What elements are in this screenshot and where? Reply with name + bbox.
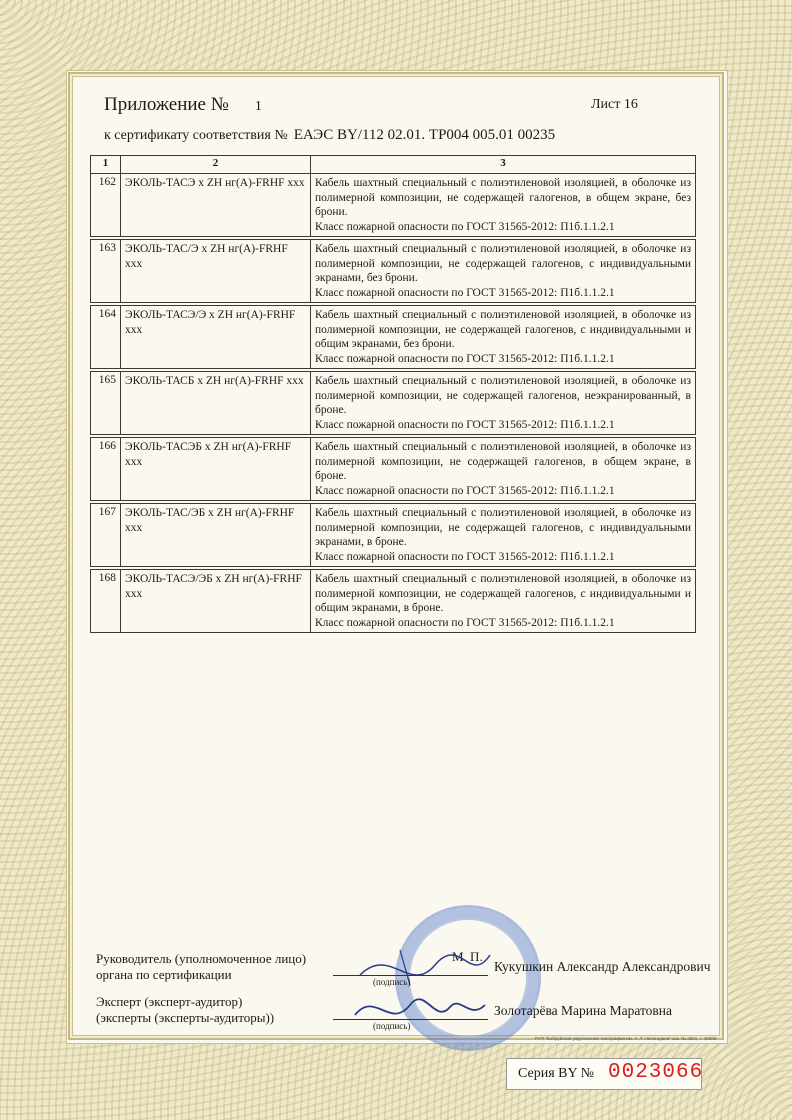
expert-role-line-2: (эксперты (эксперты-аудиторы)): [96, 1010, 275, 1025]
product-description: Кабель шахтный специальный с полиэтиленовой изоляцией, в оболочке из полимерной композиции, не содержащей галогенов, с индивидуальными и общим экранами, без брони.: [315, 309, 691, 350]
table-row: [91, 174, 696, 237]
table-row: [91, 306, 696, 369]
row-number: 164: [91, 306, 121, 369]
product-name: ЭКОЛЬ-ТАСЭ/ЭБ х ZH нг(А)-FRHF ххх: [121, 570, 311, 633]
series-label: Серия BY №: [518, 1066, 594, 1081]
fire-class: Класс пожарной опасности по ГОСТ 31565-2012: П1б.1.1.2.1: [315, 550, 615, 563]
expert-role-line-1: Эксперт (эксперт-аудитор): [96, 994, 243, 1009]
product-description: Кабель шахтный специальный с полиэтиленовой изоляцией, в оболочке из полимерной композиции, не содержащей галогенов, с индивидуальными и общим экранами, в броне.: [315, 573, 691, 614]
product-description: Кабель шахтный специальный с полиэтиленовой изоляцией, в оболочке из полимерной композиции, не содержащей галогенов, в общем экране, без брони.: [315, 177, 691, 218]
signature-scribbles: [340, 935, 520, 1035]
fire-class: Класс пожарной опасности по ГОСТ 31565-2012: П1б.1.1.2.1: [315, 484, 615, 497]
table-row: [91, 504, 696, 567]
product-description-cell: [311, 174, 696, 237]
head-role: [96, 951, 306, 983]
product-description-cell: [311, 306, 696, 369]
product-name: ЭКОЛЬ-ТАСЭБ х ZH нг(А)-FRHF ххх: [121, 438, 311, 501]
fire-class: Класс пожарной опасности по ГОСТ 31565-2012: П1б.1.1.2.1: [315, 418, 615, 431]
fire-class: Класс пожарной опасности по ГОСТ 31565-2012: П1б.1.1.2.1: [315, 616, 615, 629]
certificate-number: ЕАЭС BY/112 02.01. ТР004 005.01 00235: [293, 127, 556, 143]
certificate-prefix: к сертификату соответствия №: [104, 128, 288, 143]
product-name: ЭКОЛЬ-ТАС/Э х ZH нг(А)-FRHF ххх: [121, 240, 311, 303]
table-body: [91, 174, 696, 633]
product-description: Кабель шахтный специальный с полиэтиленовой изоляцией, в оболочке из полимерной композиции, не содержащей галогенов, с индивидуальными экранами, в броне.: [315, 507, 691, 548]
table-row: [91, 570, 696, 633]
fire-class: Класс пожарной опасности по ГОСТ 31565-2012: П1б.1.1.2.1: [315, 220, 615, 233]
product-name: ЭКОЛЬ-ТАС/ЭБ х ZH нг(А)-FRHF ххх: [121, 504, 311, 567]
column-header-1: 1: [91, 156, 121, 174]
product-description-cell: [311, 570, 696, 633]
head-role-line-2: органа по сертификации: [96, 967, 232, 982]
head-signature-line: [333, 975, 488, 976]
table-row: [91, 240, 696, 303]
product-table: [90, 155, 696, 633]
expert-signature-line: [333, 1019, 488, 1020]
series-number: 0023066: [608, 1061, 704, 1084]
table-header-row: [91, 156, 696, 174]
row-number: 167: [91, 504, 121, 567]
fire-class: Класс пожарной опасности по ГОСТ 31565-2012: П1б.1.1.2.1: [315, 286, 615, 299]
row-number: 168: [91, 570, 121, 633]
product-description-cell: [311, 504, 696, 567]
table-row: [91, 372, 696, 435]
sheet-number: Лист 16: [591, 97, 638, 112]
appendix-title-text: Приложение №: [104, 94, 229, 115]
head-signature-caption: (подпись): [373, 977, 411, 987]
expert-name: Золотарёва Марина Маратовна: [494, 1003, 673, 1018]
product-name: ЭКОЛЬ-ТАСЭ/Э х ZH нг(А)-FRHF ххх: [121, 306, 311, 369]
product-description-cell: [311, 240, 696, 303]
expert-role: [96, 994, 274, 1026]
seal-label: М. П.: [452, 949, 483, 964]
column-header-3: 3: [311, 156, 696, 174]
head-role-line-1: Руководитель (уполномоченное лицо): [96, 951, 307, 966]
row-number: 166: [91, 438, 121, 501]
product-description: Кабель шахтный специальный с полиэтиленовой изоляцией, в оболочке из полимерной композиции, не содержащей галогенов, неэкранированный, в броне.: [315, 375, 691, 416]
column-header-2: 2: [121, 156, 311, 174]
printer-note: РУП "Бобруйская укрупненная типография им. А. Т. Непогодина" зак. № 2601, т. 40000: [535, 1036, 717, 1041]
product-description: Кабель шахтный специальный с полиэтиленовой изоляцией, в оболочке из полимерной композиции, не содержащей галогенов, в общем экране, в броне.: [315, 441, 691, 482]
product-description: Кабель шахтный специальный с полиэтиленовой изоляцией, в оболочке из полимерной композиции, не содержащей галогенов, с индивидуальными экранами, без брони.: [315, 243, 691, 284]
expert-signature-caption: (подпись): [373, 1021, 411, 1031]
appendix-number: 1: [254, 99, 262, 114]
head-name: Кукушкин Александр Александрович: [494, 959, 711, 974]
product-name: ЭКОЛЬ-ТАСЭ х ZH нг(А)-FRHF ххх: [121, 174, 311, 237]
product-description-cell: [311, 372, 696, 435]
table-row: [91, 438, 696, 501]
certificate-reference: [104, 127, 555, 144]
appendix-title: [104, 94, 262, 116]
row-number: 163: [91, 240, 121, 303]
row-number: 165: [91, 372, 121, 435]
product-name: ЭКОЛЬ-ТАСБ х ZH нг(А)-FRHF ххх: [121, 372, 311, 435]
fire-class: Класс пожарной опасности по ГОСТ 31565-2012: П1б.1.1.2.1: [315, 352, 615, 365]
row-number: 162: [91, 174, 121, 237]
product-description-cell: [311, 438, 696, 501]
